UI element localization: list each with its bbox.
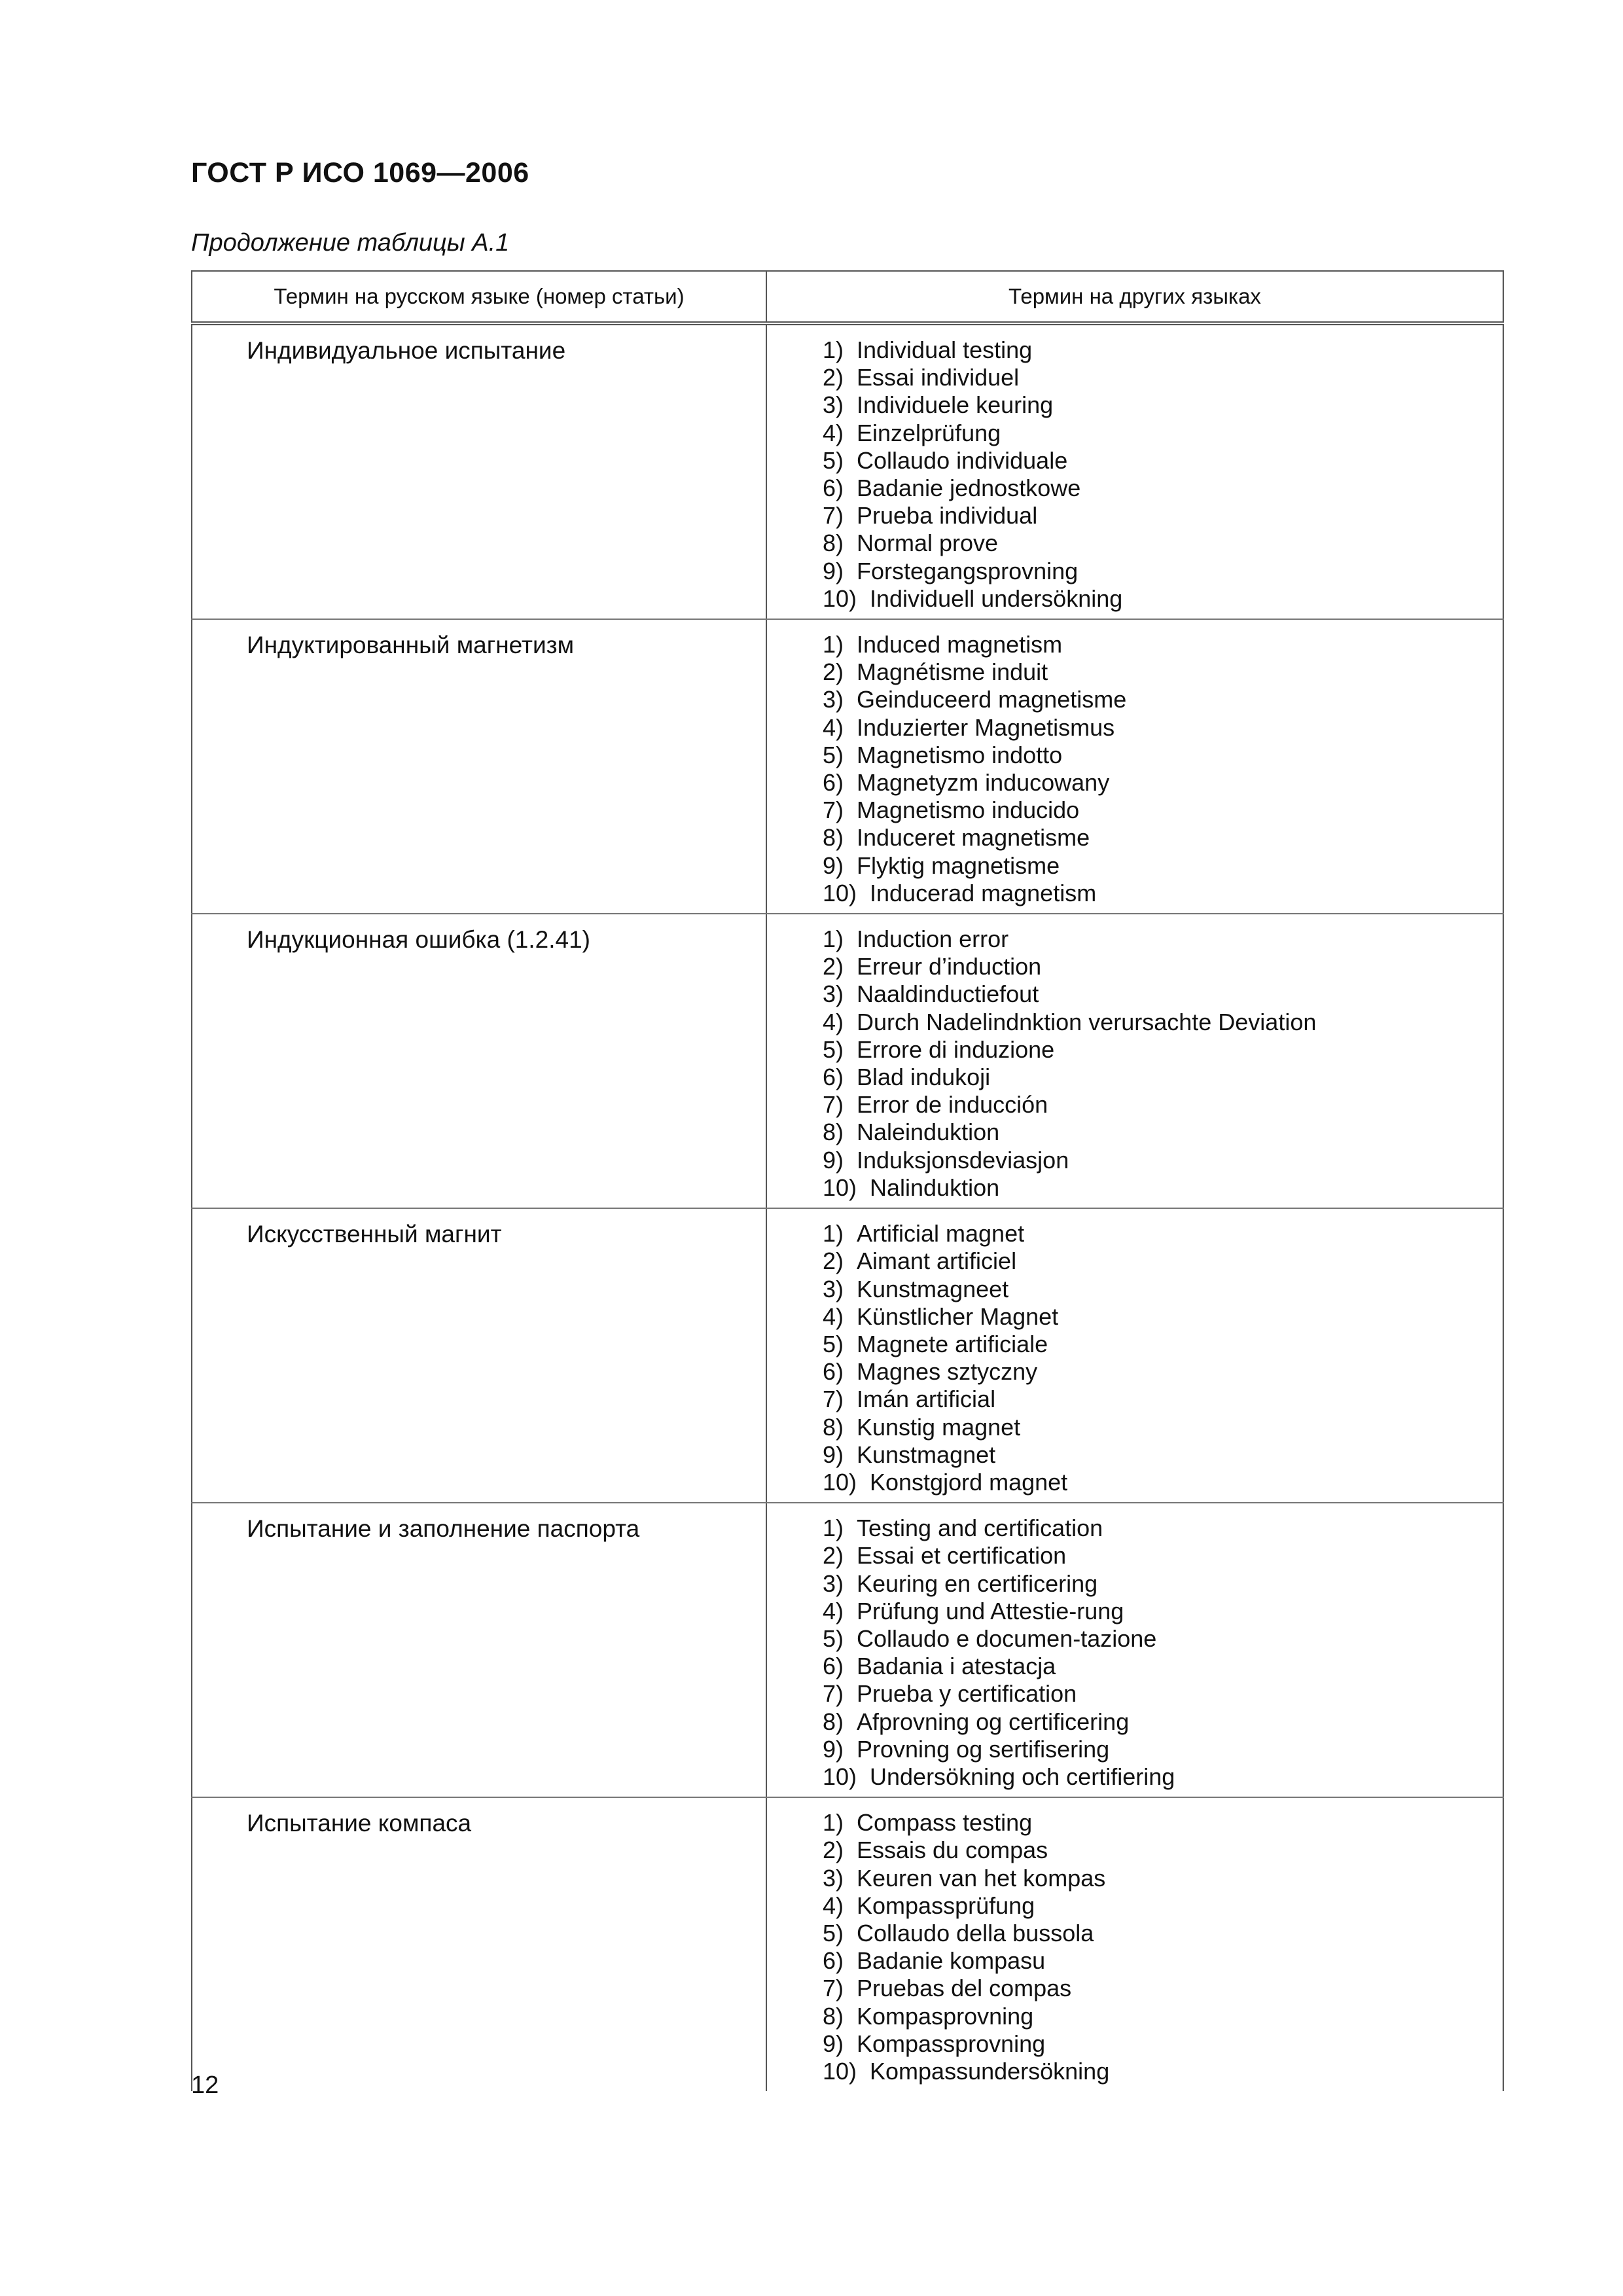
- translation-item: [823, 1763, 1502, 1791]
- translation-text: Collaudo della bussola: [857, 1919, 1094, 1946]
- translation-number: 1): [823, 1809, 844, 1837]
- translation-list: [768, 1799, 1502, 2090]
- translation-item: [823, 852, 1502, 880]
- translation-item: [823, 1947, 1502, 1975]
- translation-item: [823, 2003, 1502, 2030]
- russian-term: Индуктированный магнетизм: [247, 632, 575, 659]
- translation-number: 2): [823, 658, 844, 686]
- translation-text: Individuele keuring: [857, 391, 1054, 419]
- translation-text: Testing and certification: [857, 1515, 1103, 1542]
- translation-text: Induced magnetism: [857, 631, 1063, 658]
- translation-number: 3): [823, 391, 844, 419]
- translation-item: [823, 1247, 1502, 1275]
- translation-text: Collaudo e documen-tazione: [857, 1624, 1157, 1652]
- translation-item: [823, 1653, 1502, 1680]
- other-languages-cell: [766, 914, 1503, 1208]
- translation-number: 9): [823, 1441, 844, 1468]
- translation-item: [823, 558, 1502, 585]
- translation-text: Pruebas del compas: [857, 1975, 1072, 2002]
- russian-term: Индукционная ошибка (1.2.41): [247, 926, 590, 954]
- translation-item: [823, 502, 1502, 529]
- translation-text: Magnetismo indotto: [857, 741, 1063, 768]
- translation-text: Individuell undersökning: [870, 584, 1123, 612]
- translation-number: 4): [823, 1892, 844, 1919]
- translation-number: 7): [823, 1091, 844, 1119]
- translation-item: [823, 824, 1502, 852]
- table-row: [192, 1208, 1503, 1503]
- translation-item: [823, 1331, 1502, 1358]
- translation-number: 10): [823, 1174, 857, 1201]
- translation-number: 5): [823, 1624, 844, 1652]
- translation-text: Provning og sertifisering: [857, 1735, 1110, 1763]
- translation-text: Naleinduktion: [857, 1119, 1000, 1146]
- table-caption: Продолжение таблицы А.1: [191, 229, 510, 257]
- translation-number: 3): [823, 1275, 844, 1302]
- translation-item: [823, 1975, 1502, 2002]
- translation-number: 3): [823, 980, 844, 1008]
- translation-item: [823, 714, 1502, 742]
- translation-number: 1): [823, 631, 844, 658]
- translation-text: Normal prove: [857, 529, 999, 557]
- column-header-other-languages: Термин на других языках: [766, 271, 1503, 323]
- translation-text: Prüfung und Attestie-rung: [857, 1597, 1124, 1624]
- other-languages-cell: [766, 1797, 1503, 2091]
- russian-term-cell: [192, 323, 766, 619]
- translation-item: [823, 742, 1502, 769]
- column-header-russian-term: Термин на русском языке (номер статьи): [192, 271, 766, 323]
- translation-number: 7): [823, 797, 844, 824]
- translation-number: 9): [823, 557, 844, 584]
- translation-text: Essais du compas: [857, 1837, 1048, 1864]
- translation-item: [823, 1358, 1502, 1386]
- translation-item: [823, 925, 1502, 953]
- translation-text: Essai individuel: [857, 364, 1020, 391]
- translation-item: [823, 1625, 1502, 1653]
- translation-item: [823, 2030, 1502, 2058]
- translation-item: [823, 1736, 1502, 1763]
- table-body: [192, 323, 1503, 2091]
- translation-number: 9): [823, 1146, 844, 1174]
- table-row: [192, 1797, 1503, 2091]
- translation-number: 3): [823, 686, 844, 713]
- translation-text: Kunstig magnet: [857, 1413, 1021, 1441]
- translation-number: 4): [823, 1302, 844, 1330]
- translation-item: [823, 1920, 1502, 1947]
- translation-number: 8): [823, 2002, 844, 2030]
- translation-item: [823, 447, 1502, 475]
- translation-text: Forstegangsprovning: [857, 557, 1079, 584]
- translation-item: [823, 1009, 1502, 1036]
- translation-item: [823, 1276, 1502, 1303]
- russian-term-cell: [192, 914, 766, 1208]
- translation-text: Individual testing: [857, 336, 1033, 363]
- translation-item: [823, 1147, 1502, 1174]
- translation-text: Induksjonsdeviasjon: [857, 1146, 1069, 1174]
- translation-item: [823, 1598, 1502, 1625]
- translation-list: [768, 915, 1502, 1207]
- translation-text: Kunstmagneet: [857, 1275, 1009, 1302]
- translation-text: Prueba y certification: [857, 1680, 1077, 1708]
- translation-item: [823, 631, 1502, 658]
- translation-item: [823, 686, 1502, 713]
- translation-text: Induceret magnetisme: [857, 824, 1090, 852]
- terms-table: [191, 270, 1504, 2091]
- translation-text: Imán artificial: [857, 1386, 996, 1413]
- translation-text: Artificial magnet: [857, 1220, 1025, 1247]
- translation-number: 10): [823, 879, 857, 906]
- translation-number: 4): [823, 1597, 844, 1624]
- translation-text: Durch Nadelindnktion verursachte Deviation: [857, 1008, 1317, 1035]
- translation-number: 6): [823, 475, 844, 502]
- translation-text: Keuren van het kompas: [857, 1864, 1106, 1892]
- translation-text: Konstgjord magnet: [870, 1468, 1068, 1496]
- translation-item: [823, 1570, 1502, 1598]
- translation-text: Induzierter Magnetismus: [857, 713, 1115, 741]
- translation-item: [823, 1865, 1502, 1892]
- translation-number: 8): [823, 529, 844, 557]
- other-languages-cell: [766, 323, 1503, 619]
- translation-text: Magnetismo inducido: [857, 797, 1080, 824]
- table-header-row: [192, 271, 1503, 323]
- table-row: [192, 323, 1503, 619]
- translation-item: [823, 1441, 1502, 1469]
- russian-term: Индивидуальное испытание: [247, 337, 566, 364]
- translation-text: Inducerad magnetism: [870, 879, 1097, 906]
- translation-number: 1): [823, 1515, 844, 1542]
- translation-item: [823, 1303, 1502, 1331]
- translation-text: Keuring en certificering: [857, 1570, 1098, 1597]
- translation-item: [823, 797, 1502, 824]
- translation-number: 4): [823, 713, 844, 741]
- translation-item: [823, 1091, 1502, 1119]
- translation-number: 5): [823, 1919, 844, 1946]
- translation-text: Essai et certification: [857, 1542, 1067, 1570]
- translation-number: 1): [823, 336, 844, 363]
- translation-text: Kompassprovning: [857, 2030, 1046, 2057]
- translation-number: 10): [823, 2057, 857, 2085]
- translation-item: [823, 364, 1502, 391]
- translation-number: 5): [823, 1035, 844, 1063]
- translation-text: Kunstmagnet: [857, 1441, 996, 1468]
- page-number: 12: [191, 2072, 219, 2099]
- translation-number: 8): [823, 824, 844, 852]
- translation-text: Induction error: [857, 925, 1009, 953]
- translation-item: [823, 585, 1502, 613]
- translation-text: Badania i atestacja: [857, 1653, 1056, 1680]
- translation-text: Einzelprüfung: [857, 419, 1001, 446]
- translation-number: 7): [823, 502, 844, 529]
- translation-item: [823, 336, 1502, 364]
- other-languages-cell: [766, 1208, 1503, 1503]
- translation-number: 5): [823, 446, 844, 474]
- other-languages-cell: [766, 1503, 1503, 1797]
- translation-item: [823, 1515, 1502, 1542]
- translation-number: 6): [823, 1358, 844, 1386]
- translation-item: [823, 1220, 1502, 1247]
- translation-list: [768, 1210, 1502, 1501]
- translation-item: [823, 1064, 1502, 1091]
- translation-text: Magnete artificiale: [857, 1330, 1048, 1357]
- translation-item: [823, 1174, 1502, 1202]
- document-standard-header: ГОСТ Р ИСО 1069—2006: [191, 157, 529, 188]
- translation-item: [823, 880, 1502, 907]
- russian-term-cell: [192, 619, 766, 914]
- translation-text: Collaudo individuale: [857, 446, 1068, 474]
- translation-text: Badanie jednostkowe: [857, 475, 1081, 502]
- translation-number: 1): [823, 1220, 844, 1247]
- translation-text: Naaldinductiefout: [857, 980, 1039, 1008]
- translation-item: [823, 1809, 1502, 1837]
- translation-text: Undersökning och certifiering: [870, 1763, 1175, 1790]
- table-row: [192, 1503, 1503, 1797]
- translation-list: [768, 620, 1502, 912]
- translation-number: 7): [823, 1680, 844, 1708]
- translation-item: [823, 1386, 1502, 1413]
- translation-number: 2): [823, 1247, 844, 1275]
- translation-number: 2): [823, 1837, 844, 1864]
- translation-text: Kompasprovning: [857, 2002, 1034, 2030]
- translation-text: Geinduceerd magnetisme: [857, 686, 1127, 713]
- translation-text: Errore di induzione: [857, 1035, 1055, 1063]
- translation-number: 4): [823, 419, 844, 446]
- translation-item: [823, 475, 1502, 502]
- translation-text: Magnétisme induit: [857, 658, 1048, 686]
- translation-number: 6): [823, 1653, 844, 1680]
- translation-item: [823, 1837, 1502, 1864]
- translation-text: Nalinduktion: [870, 1174, 1000, 1201]
- translation-item: [823, 1036, 1502, 1064]
- translation-item: [823, 953, 1502, 980]
- russian-term-cell: [192, 1503, 766, 1797]
- translation-text: Afprovning og certificering: [857, 1708, 1130, 1735]
- translation-item: [823, 1469, 1502, 1496]
- translation-item: [823, 1680, 1502, 1708]
- translation-number: 7): [823, 1386, 844, 1413]
- translation-number: 6): [823, 769, 844, 797]
- translation-number: 2): [823, 364, 844, 391]
- translation-number: 8): [823, 1708, 844, 1735]
- russian-term: Искусственный магнит: [247, 1221, 502, 1248]
- translation-number: 3): [823, 1864, 844, 1892]
- translation-number: 8): [823, 1413, 844, 1441]
- translation-number: 3): [823, 1570, 844, 1597]
- translation-number: 1): [823, 925, 844, 953]
- translation-item: [823, 1708, 1502, 1736]
- russian-term: Испытание компаса: [247, 1810, 472, 1837]
- translation-text: Kompassprüfung: [857, 1892, 1035, 1919]
- translation-text: Erreur d’induction: [857, 953, 1042, 980]
- translation-item: [823, 2058, 1502, 2085]
- translation-item: [823, 769, 1502, 797]
- translation-number: 2): [823, 953, 844, 980]
- translation-text: Prueba individual: [857, 502, 1038, 529]
- translation-item: [823, 420, 1502, 447]
- translation-text: Magnetyzm inducowany: [857, 769, 1110, 797]
- translation-text: Error de inducción: [857, 1091, 1048, 1119]
- translation-item: [823, 1892, 1502, 1920]
- translation-item: [823, 529, 1502, 557]
- translation-number: 9): [823, 1735, 844, 1763]
- translation-number: 10): [823, 584, 857, 612]
- translation-text: Compass testing: [857, 1809, 1033, 1837]
- translation-text: Badanie kompasu: [857, 1947, 1046, 1975]
- russian-term: Испытание и заполнение паспорта: [247, 1515, 640, 1543]
- translation-item: [823, 1542, 1502, 1570]
- table-row: [192, 619, 1503, 914]
- translation-number: 5): [823, 741, 844, 768]
- translation-item: [823, 1414, 1502, 1441]
- translation-number: 7): [823, 1975, 844, 2002]
- translation-number: 8): [823, 1119, 844, 1146]
- translation-list: [768, 1504, 1502, 1796]
- russian-term-cell: [192, 1208, 766, 1503]
- translation-text: Kompassundersökning: [870, 2057, 1110, 2085]
- translation-number: 9): [823, 2030, 844, 2057]
- translation-number: 6): [823, 1947, 844, 1975]
- translation-text: Aimant artificiel: [857, 1247, 1017, 1275]
- translation-number: 10): [823, 1763, 857, 1790]
- translation-number: 6): [823, 1064, 844, 1091]
- russian-term-cell: [192, 1797, 766, 2091]
- translation-text: Blad indukoji: [857, 1064, 991, 1091]
- translation-item: [823, 391, 1502, 419]
- translation-text: Künstlicher Magnet: [857, 1302, 1059, 1330]
- translation-list: [768, 326, 1502, 618]
- translation-item: [823, 1119, 1502, 1146]
- translation-item: [823, 980, 1502, 1008]
- translation-text: Magnes sztyczny: [857, 1358, 1038, 1386]
- translation-number: 10): [823, 1468, 857, 1496]
- translation-number: 4): [823, 1008, 844, 1035]
- translation-number: 9): [823, 852, 844, 879]
- translation-number: 5): [823, 1330, 844, 1357]
- translation-item: [823, 658, 1502, 686]
- other-languages-cell: [766, 619, 1503, 914]
- translation-text: Flyktig magnetisme: [857, 852, 1060, 879]
- table-row: [192, 914, 1503, 1208]
- translation-number: 2): [823, 1542, 844, 1570]
